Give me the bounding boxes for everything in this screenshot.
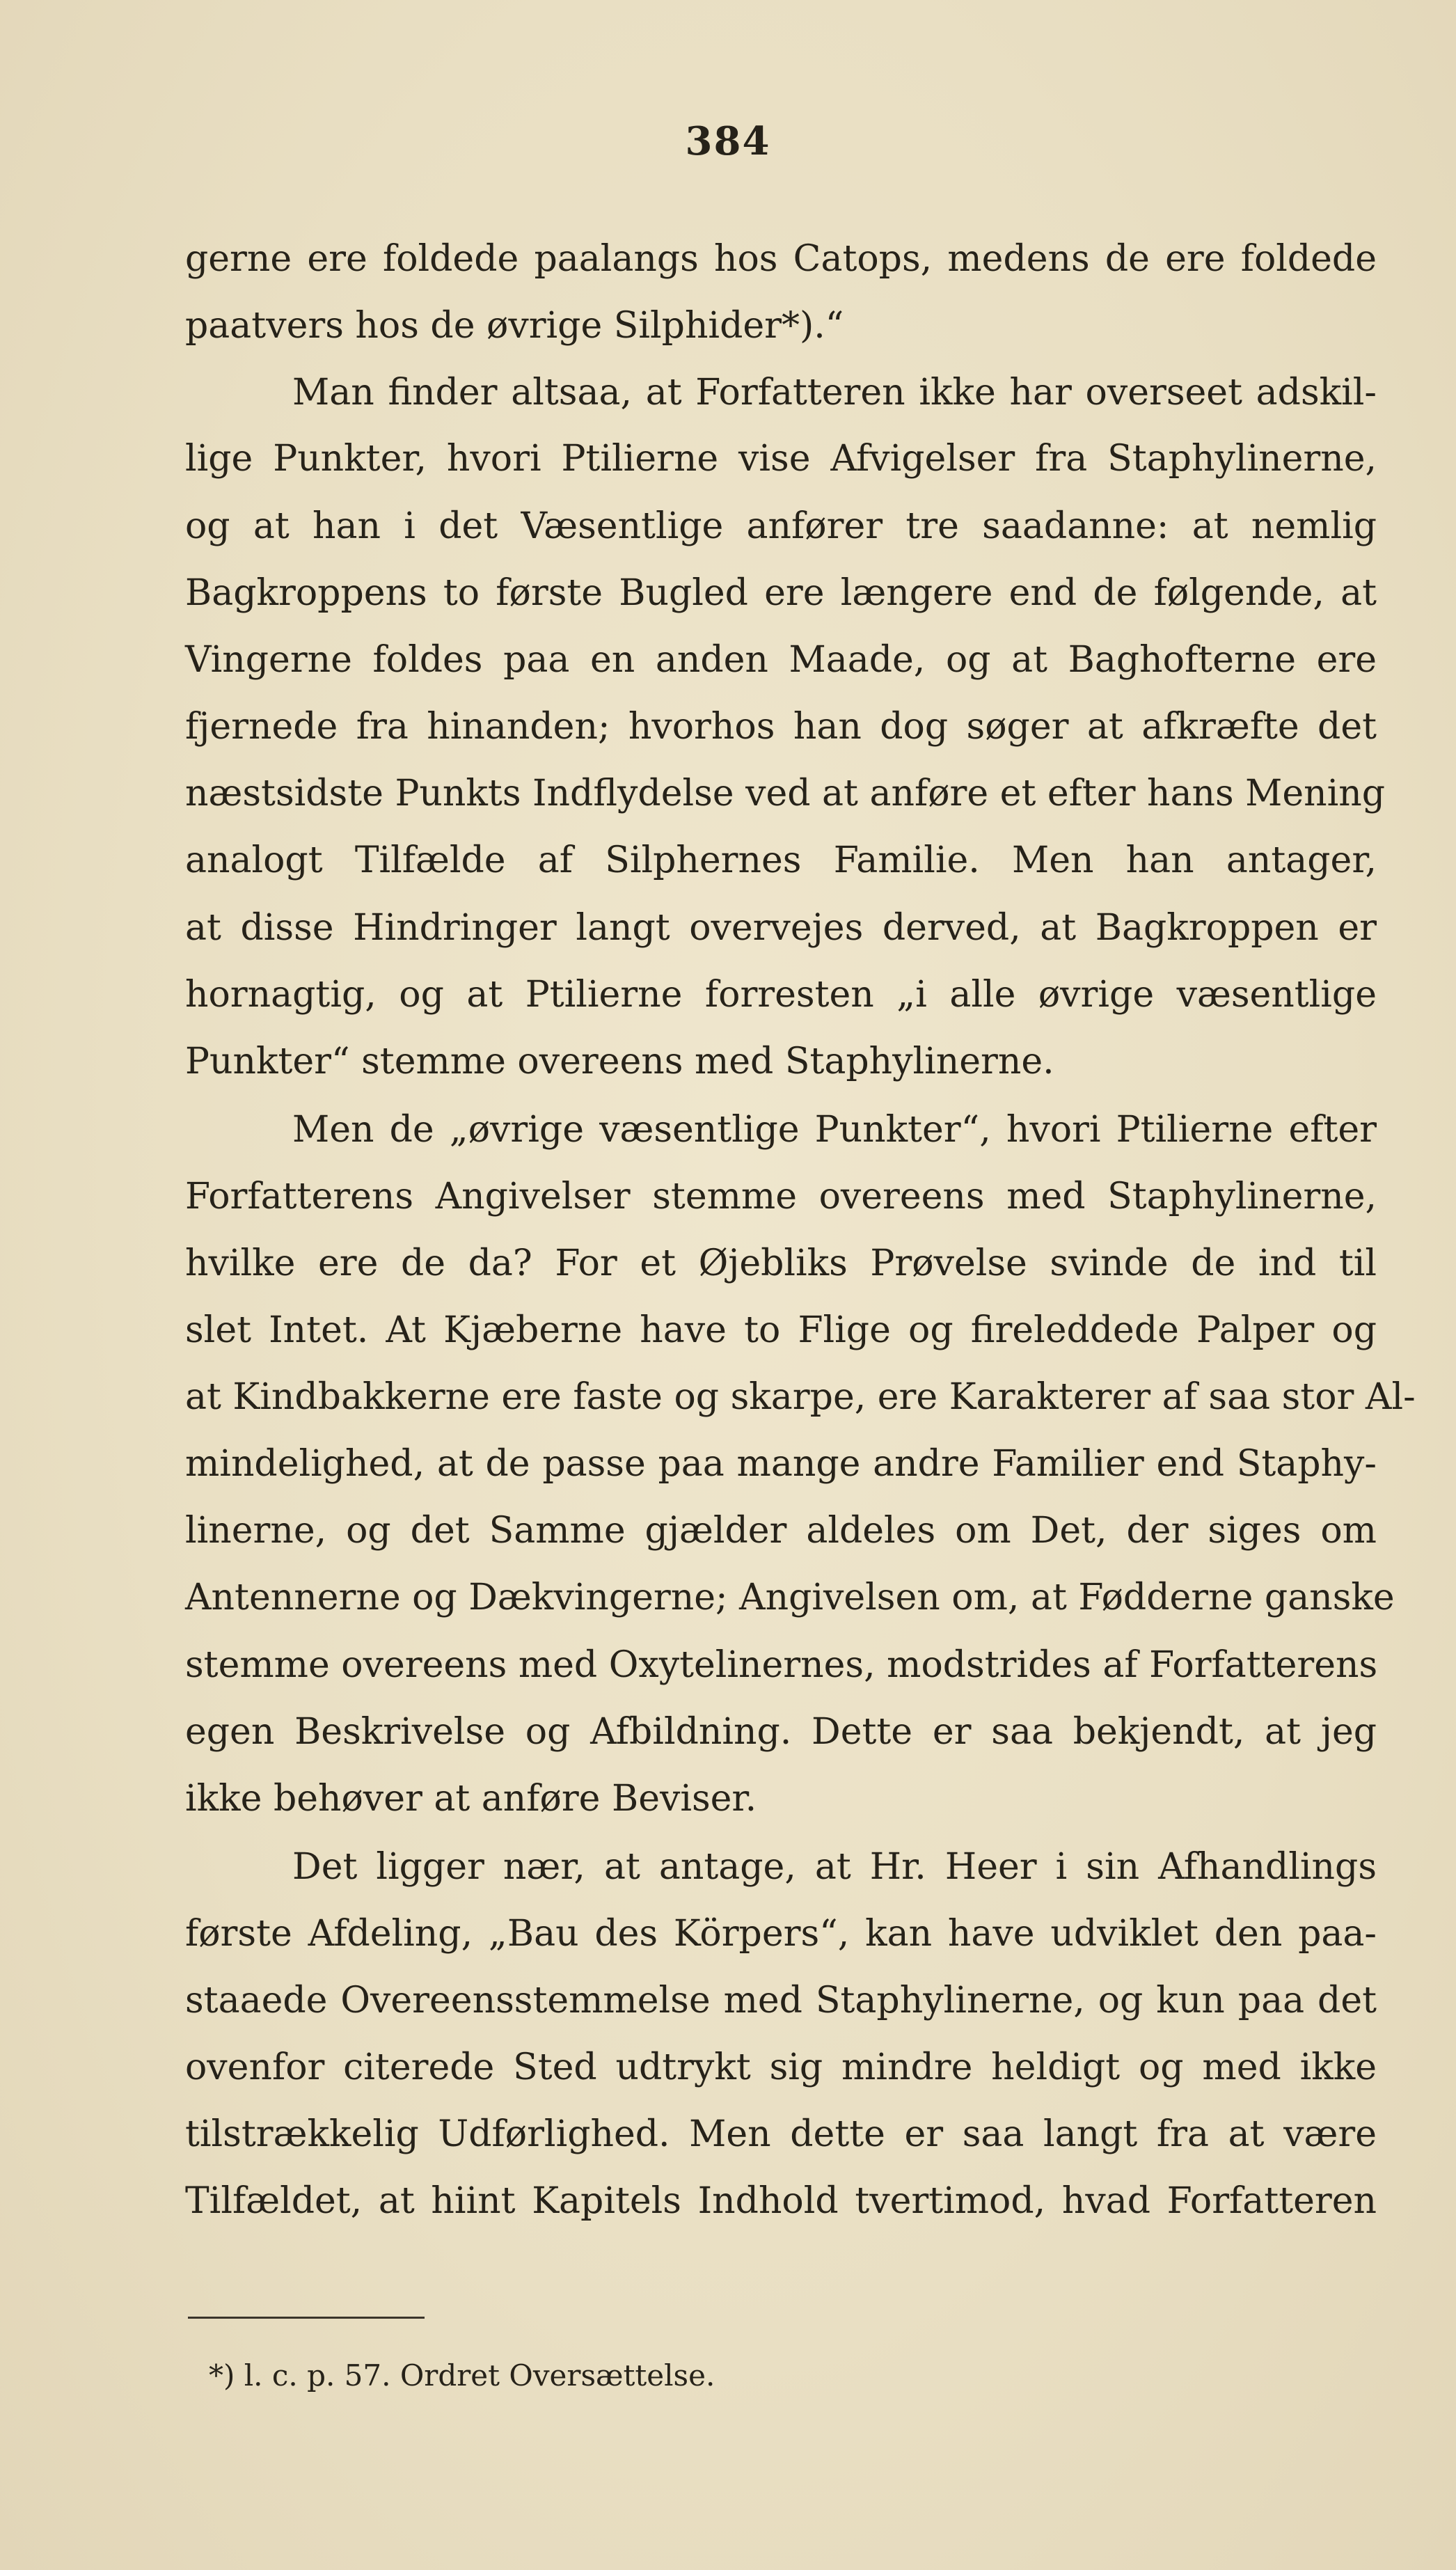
text-line: Det ligger nær, at antage, at Hr. Heer i sin Afhandlings xyxy=(292,1846,1377,1888)
text-line: Punkter“ stemme overeens med Staphylinerne. xyxy=(185,1041,1054,1082)
text-line: Tilfældet, at hiint Kapitels Indhold tvertimod, hvad Forfatteren xyxy=(185,2180,1377,2222)
text-line: hvilke ere de da? For et Øjebliks Prøvelse svinde de ind til xyxy=(185,1243,1377,1284)
text-line: første Afdeling, „Bau des Körpers“, kan have udviklet den paa- xyxy=(185,1913,1377,1955)
text-line: stemme overeens med Oxytelinernes, modstrides af Forfatterens xyxy=(185,1644,1378,1686)
text-line: linerne, og det Samme gjælder aldeles om Det, der siges om xyxy=(185,1510,1377,1552)
text-line: Bagkroppens to første Bugled ere længere end de følgende, at xyxy=(185,572,1377,614)
text-line: slet Intet. At Kjæberne have to Flige og fireleddede Palper og xyxy=(185,1309,1377,1351)
text-line: mindelighed, at de passe paa mange andre Familier end Staphy- xyxy=(185,1443,1377,1485)
text-line: Antennerne og Dækvingerne; Angivelsen om, at Fødderne ganske xyxy=(185,1577,1395,1618)
text-line: ovenfor citerede Sted udtrykt sig mindre heldigt og med ikke xyxy=(185,2047,1377,2088)
text-line: analogt Tilfælde af Silphernes Familie. Men han antager, xyxy=(185,839,1377,881)
text-line: Forfatterens Angivelser stemme overeens med Staphylinerne, xyxy=(185,1176,1377,1217)
text-line: Vingerne foldes paa en anden Maade, og at Baghofterne ere xyxy=(185,639,1377,681)
text-line: næstsidste Punkts Indflydelse ved at anføre et efter hans Mening xyxy=(185,773,1386,814)
text-line: egen Beskrivelse og Afbildning. Dette er saa bekjendt, at jeg xyxy=(185,1711,1377,1753)
footnote-divider xyxy=(188,2317,425,2319)
text-line: Men de „øvrige væsentlige Punkter“, hvori Ptilierne efter xyxy=(292,1109,1377,1151)
text-line: paatvers hos de øvrige Silphider*).“ xyxy=(185,305,844,347)
page-number: 384 xyxy=(685,118,771,164)
text-line: gerne ere foldede paalangs hos Catops, medens de ere foldede xyxy=(185,238,1377,280)
text-line: at Kindbakkerne ere faste og skarpe, ere Karakterer af saa stor Al- xyxy=(185,1376,1416,1418)
text-line: tilstrækkelig Udførlighed. Men dette er saa langt fra at være xyxy=(185,2113,1377,2155)
text-line: Man finder altsaa, at Forfatteren ikke har overseet adskil- xyxy=(292,372,1377,413)
footnote: *) l. c. p. 57. Ordret Oversættelse. xyxy=(209,2358,715,2392)
text-line: lige Punkter, hvori Ptilierne vise Afvigelser fra Staphylinerne, xyxy=(185,438,1377,480)
text-line: staaede Overeensstemmelse med Staphylinerne, og kun paa det xyxy=(185,1980,1377,2021)
text-line: hornagtig, og at Ptilierne forresten „i alle øvrige væsentlige xyxy=(185,974,1377,1016)
text-line: fjernede fra hinanden; hvorhos han dog søger at afkræfte det xyxy=(185,706,1377,748)
text-line: ikke behøver at anføre Beviser. xyxy=(185,1778,757,1820)
text-line: at disse Hindringer langt overvejes derved, at Bagkroppen er xyxy=(185,907,1377,949)
text-line: og at han i det Væsentlige anfører tre saadanne: at nemlig xyxy=(185,505,1377,547)
